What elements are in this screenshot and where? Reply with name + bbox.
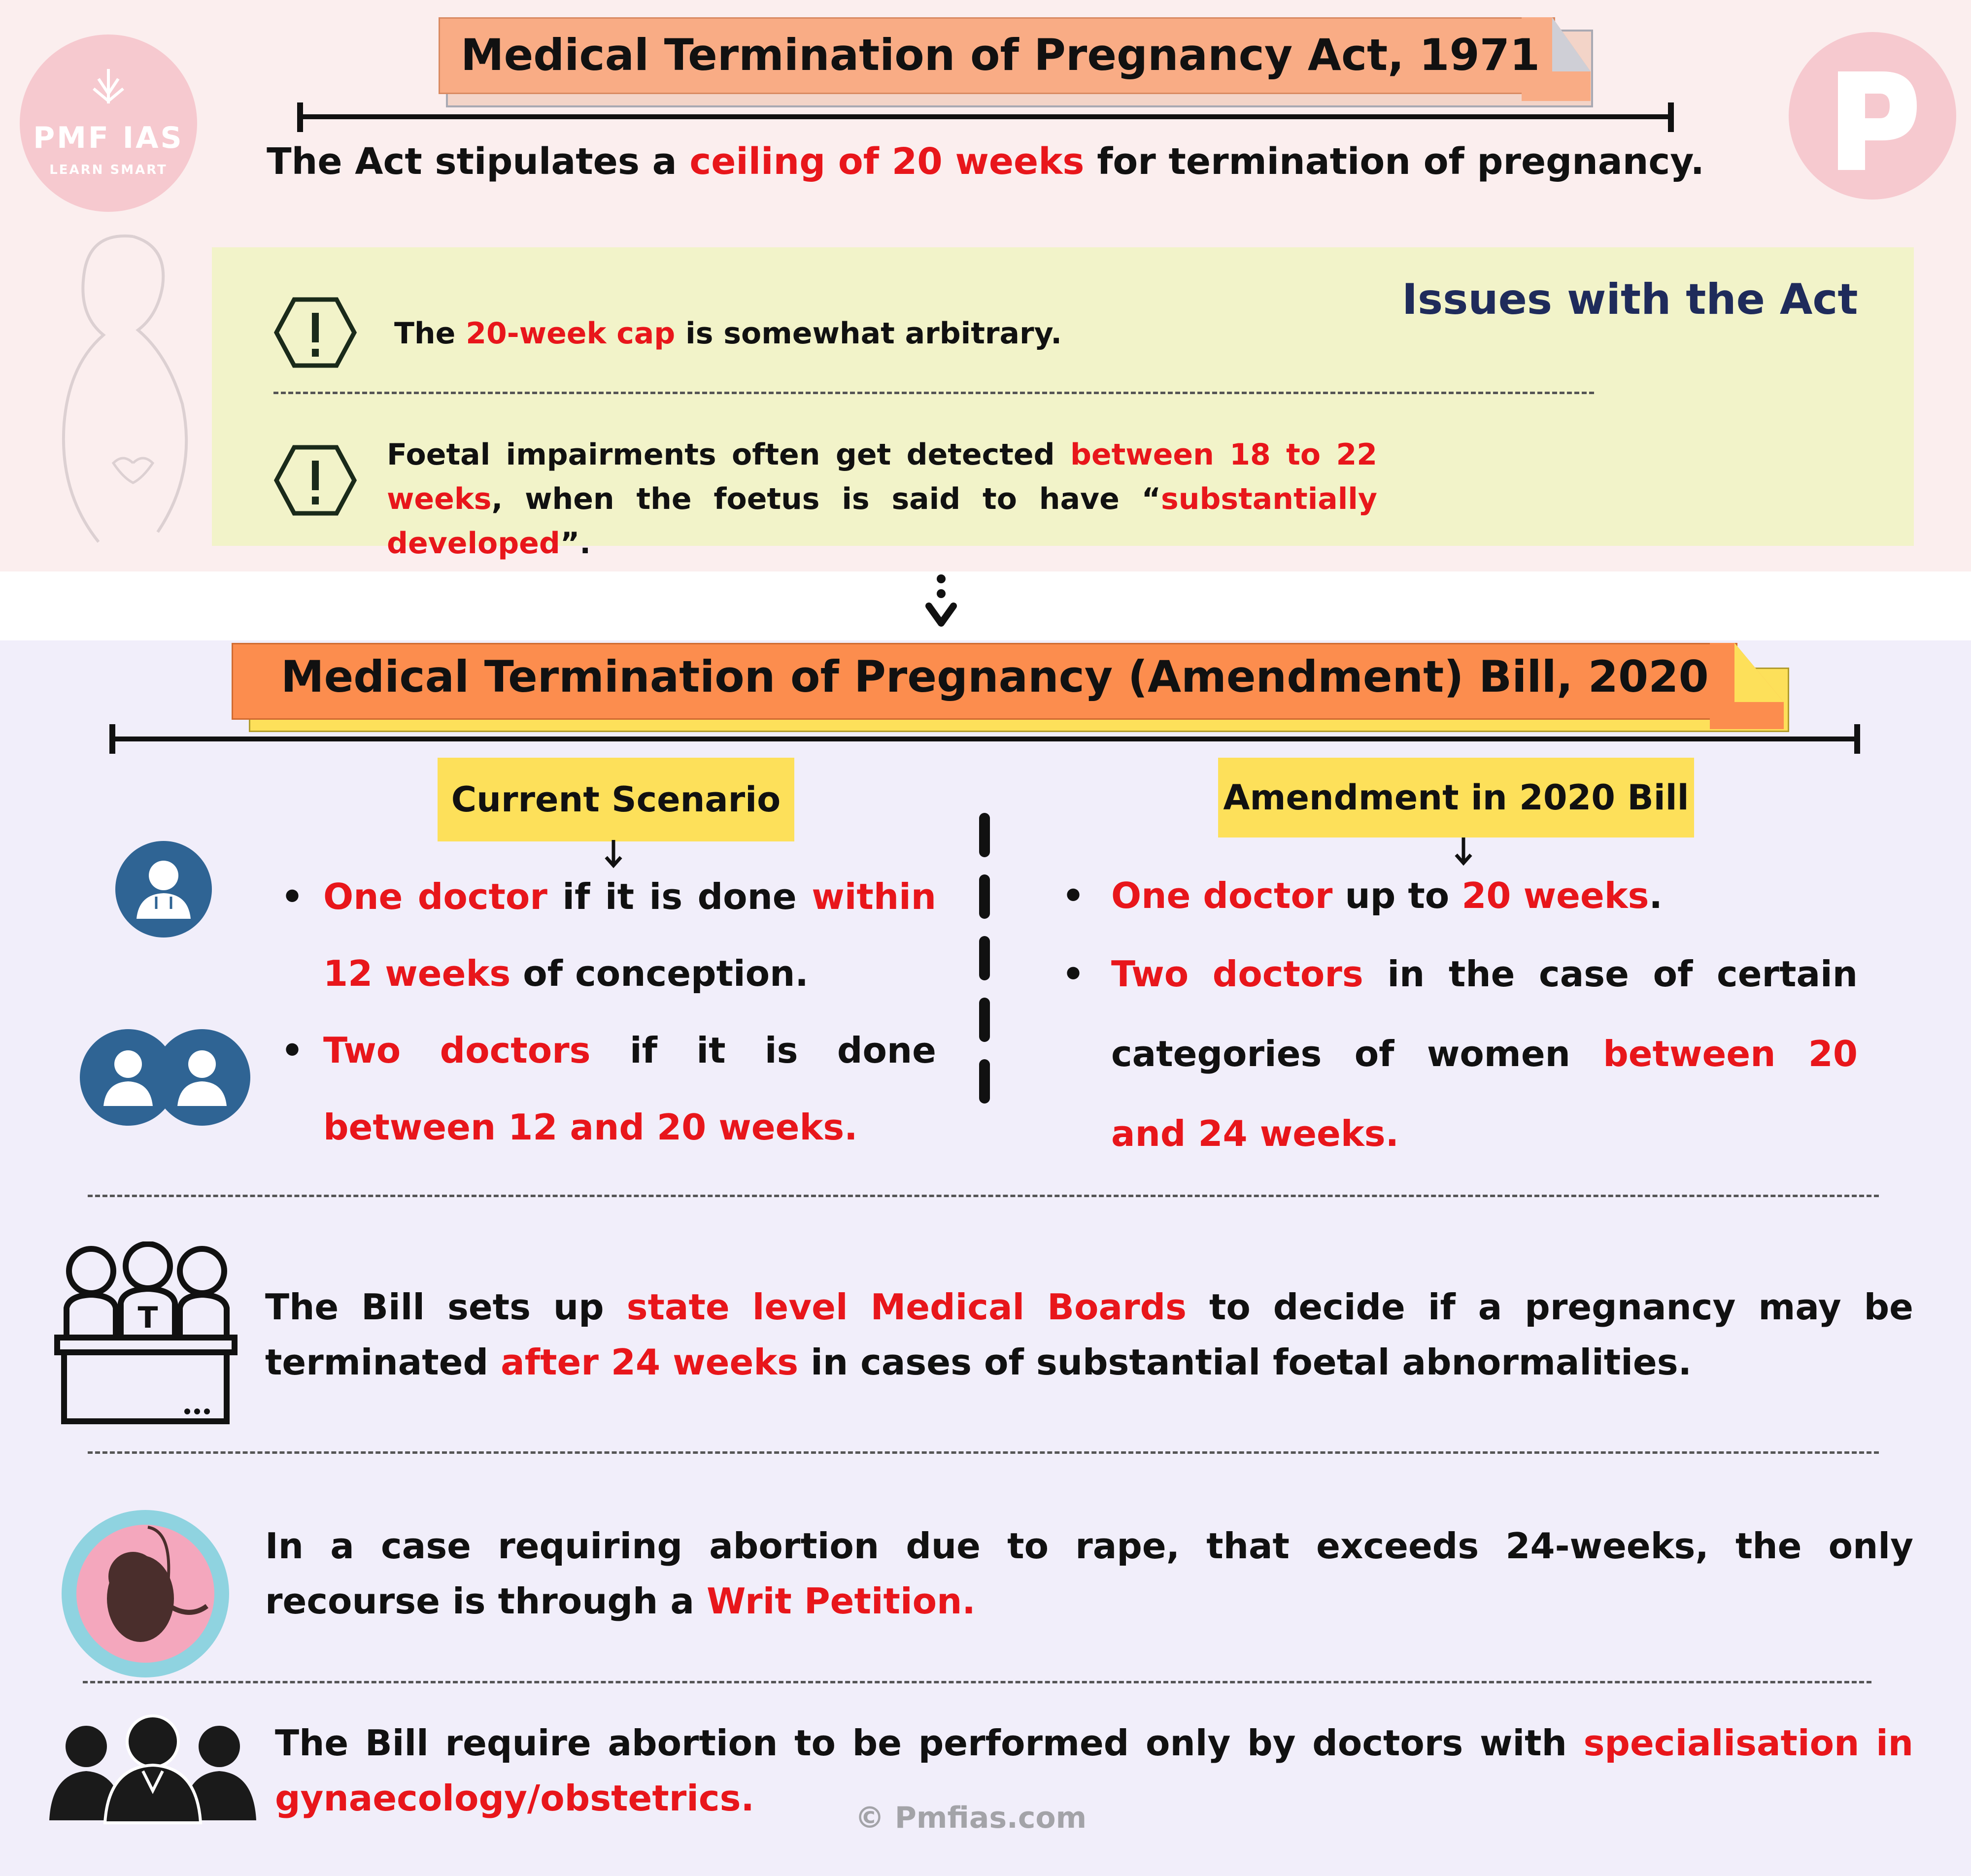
issue1-pre: The (394, 316, 466, 351)
copyright: © Pmfias.com (855, 1801, 1087, 1835)
issue2-post: ”. (560, 526, 591, 561)
underline-tick-right (1854, 724, 1860, 754)
specialist-doctors-icon (47, 1712, 259, 1825)
current-b2-h2: between 12 and 20 weeks. (323, 1106, 858, 1148)
title2-underline (111, 737, 1858, 741)
amendment-bullet-2: • Two doctors in the case of certain categories of women between 20 and 24 weeks. (1062, 953, 1858, 1154)
logo-tagline: LEARN SMART (49, 163, 168, 177)
current-scenario-label: Current Scenario (438, 758, 794, 841)
warning-icon (273, 296, 357, 369)
section-divider (83, 1681, 1871, 1683)
current-b2-h1: Two doctors (323, 1030, 591, 1071)
title1-underline (298, 114, 1673, 119)
medical-board-text (265, 1279, 1913, 1390)
issue-item-1 (394, 316, 1062, 351)
section-divider (88, 1451, 1879, 1454)
subtitle-pre: The Act stipulates a (267, 140, 690, 183)
board-pre: The Bill sets up (265, 1286, 627, 1328)
bill-title: Medical Termination of Pregnancy (Amendment) Bill, 2020 (281, 651, 1709, 702)
current-b1-h1: One doctor (323, 876, 547, 917)
amend-b1-post: . (1649, 875, 1663, 916)
amendment-label: Amendment in 2020 Bill (1218, 758, 1694, 838)
svg-text:T: T (137, 1301, 158, 1335)
current-bullet-1: • One doctor if it is done within 12 weeks of conception. (281, 876, 937, 994)
current-bullet-2: • Two doctors if it is done between 12 and 20 weeks. (281, 1030, 936, 1148)
rape-h1: Writ Petition. (707, 1580, 976, 1622)
act-title: Medical Termination of Pregnancy Act, 1971 (461, 30, 1540, 80)
column-divider-dash (979, 1059, 990, 1104)
issue2-highlight: between 18 to 22 weeks (387, 437, 1378, 516)
specialist-h1: specialisation in gynaecology/obstetrics. (275, 1722, 1914, 1819)
amend-b2-h1: Two doctors (1111, 953, 1363, 995)
issue2-highlight2: substantially developed (387, 482, 1377, 561)
current-b1-mid: if it is done (547, 876, 812, 917)
specialist-pre: The Bill require abortion to be performed only by doctors with (275, 1722, 1584, 1764)
issue2-mid: , when the foetus is said to have “ (491, 482, 1161, 516)
amendment-bullet-1: • One doctor up to 20 weeks. (1062, 875, 1663, 916)
current-b1-h2: within 12 weeks (323, 876, 937, 994)
column-divider-dash (979, 874, 990, 919)
issue2-pre: Foetal impairments often get detected (387, 437, 1070, 472)
subtitle-highlight: ceiling of 20 weeks (689, 140, 1085, 183)
amend-b2-mid: in the case of certain categories of women (1111, 953, 1858, 1074)
rape-pre: In a case requiring abortion due to rape, that exceeds 24-weeks, the only recourse is through a (265, 1525, 1913, 1622)
specialist-text (275, 1715, 1913, 1826)
board-mid: to decide if a pregnancy may be terminated (265, 1286, 1913, 1383)
issue1-post: is somewhat arbitrary. (675, 316, 1062, 351)
rape-case-text (265, 1518, 1913, 1629)
issue-item-2 (387, 433, 1377, 566)
issues-divider (273, 392, 1594, 394)
underline-tick-left (109, 724, 115, 754)
act-subtitle (0, 140, 1971, 183)
current-b2-mid: if it is done (590, 1030, 936, 1071)
down-arrow-icon (921, 571, 961, 636)
board-post: in cases of substantial foetal abnormalities. (798, 1341, 1692, 1383)
column-divider-dash (979, 813, 990, 857)
title2-fold (1710, 643, 1784, 729)
amend-b1-h2: 20 weeks (1461, 875, 1649, 916)
board-h2: after 24 weeks (501, 1341, 799, 1383)
section-divider (88, 1195, 1879, 1197)
two-doctors-icon (79, 1027, 251, 1128)
board-h1: state level Medical Boards (626, 1286, 1187, 1328)
pmf-ias-logo (20, 34, 197, 212)
pregnant-woman-icon (20, 217, 207, 562)
underline-tick-left (297, 102, 303, 132)
lamp-icon (84, 64, 133, 108)
column-divider-dash (979, 998, 990, 1042)
foetus-icon (59, 1508, 232, 1680)
issue1-highlight: 20-week cap (466, 316, 676, 351)
warning-icon (273, 443, 357, 517)
amend-b1-mid: up to (1332, 875, 1462, 916)
subtitle-post: for termination of pregnancy. (1084, 140, 1704, 183)
amend-b1-h1: One doctor (1111, 875, 1333, 916)
logo-name: PMF IAS (33, 121, 184, 155)
current-b1-post: of conception. (510, 953, 809, 994)
doctor-icon (114, 840, 213, 938)
issues-heading: Issues with the Act (1402, 275, 1858, 324)
underline-tick-right (1668, 102, 1674, 132)
amend-b2-h2: between 20 and 24 weeks. (1111, 1033, 1858, 1154)
medical-board-icon (54, 1241, 241, 1429)
column-divider-dash (979, 936, 990, 980)
